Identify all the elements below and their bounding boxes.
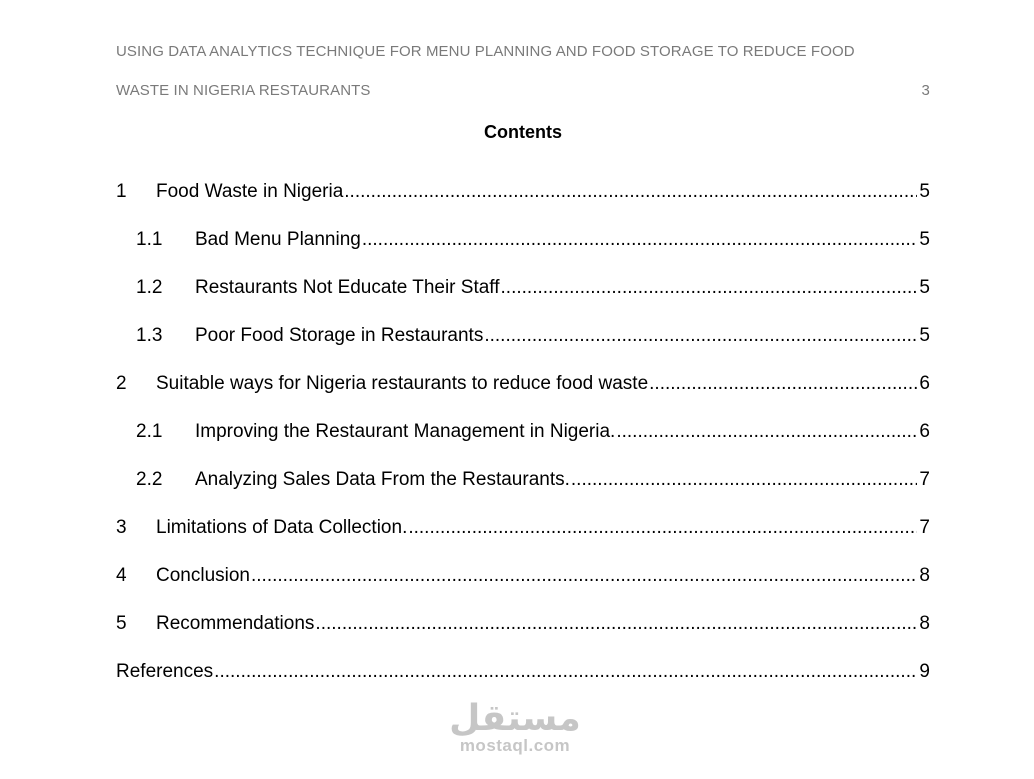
toc-entry-title: Limitations of Data Collection.: [156, 517, 408, 538]
toc-entry-page: 6: [919, 421, 930, 442]
running-header-line-2: [116, 82, 930, 99]
toc-dot-leader: [315, 613, 917, 635]
toc-entry-number: 5: [116, 613, 127, 634]
toc-entry[interactable]: [116, 408, 930, 456]
toc-entry-title: Bad Menu Planning: [195, 229, 361, 250]
toc-dot-leader: [214, 661, 917, 683]
toc-entry-title: Poor Food Storage in Restaurants: [195, 325, 484, 346]
toc-entry-number: 1: [116, 181, 127, 202]
toc-entry-page: 6: [919, 373, 930, 394]
toc-entry-page: 7: [919, 517, 930, 538]
toc-dot-leader: [344, 181, 917, 203]
toc-entry-page: 9: [919, 661, 930, 682]
watermark-logo: مستقل: [449, 698, 581, 739]
toc-entry-title: References: [116, 661, 214, 682]
toc-entry-title: Analyzing Sales Data From the Restaurants.: [195, 469, 570, 490]
toc-entry-title: Recommendations: [156, 613, 315, 634]
toc-entry-number: 3: [116, 517, 127, 538]
running-header-text-2: WASTE IN NIGERIA RESTAURANTS: [116, 82, 371, 99]
toc-entry-number: 2: [116, 373, 127, 394]
toc-dot-leader: [649, 373, 917, 395]
toc-entry-number: 4: [116, 565, 127, 586]
toc-entry-page: 8: [919, 565, 930, 586]
toc-entry-page: 8: [919, 613, 930, 634]
toc-entry-number: 1.2: [136, 277, 163, 298]
toc-entry-title: Conclusion: [156, 565, 250, 586]
toc-entry-title: Food Waste in Nigeria: [156, 181, 344, 202]
toc-entry[interactable]: [116, 504, 930, 552]
toc-entry[interactable]: [116, 216, 930, 264]
toc-entry[interactable]: [116, 456, 930, 504]
toc-entry-number: 2.2: [136, 469, 163, 490]
contents-title: Contents: [484, 122, 562, 142]
toc-entry-page: 5: [919, 325, 930, 346]
toc-dot-leader: [484, 325, 917, 347]
toc-dot-leader: [408, 517, 917, 539]
toc-entry-title: Suitable ways for Nigeria restaurants to reduce food waste: [156, 373, 649, 394]
toc-entry-number: 1.3: [136, 325, 163, 346]
toc-entry-page: 7: [919, 469, 930, 490]
toc-entry-title: Improving the Restaurant Management in Nigeria.: [195, 421, 616, 442]
toc-entry[interactable]: [116, 600, 930, 648]
toc-entry-title: Restaurants Not Educate Their Staff: [195, 277, 500, 298]
toc-entry-page: 5: [919, 229, 930, 250]
toc-entry[interactable]: [116, 264, 930, 312]
toc-dot-leader: [362, 229, 918, 251]
table-of-contents: [116, 168, 930, 696]
toc-entry[interactable]: [116, 552, 930, 600]
toc-dot-leader: [251, 565, 917, 587]
toc-entry[interactable]: [116, 360, 930, 408]
toc-entry[interactable]: [116, 648, 930, 696]
toc-dot-leader: [571, 469, 918, 491]
toc-entry[interactable]: [116, 312, 930, 360]
running-header-line-1: [116, 43, 930, 60]
toc-dot-leader: [501, 277, 918, 299]
watermark: [440, 700, 590, 756]
toc-entry-page: 5: [919, 277, 930, 298]
running-header-text-1: USING DATA ANALYTICS TECHNIQUE FOR MENU PLANNING AND FOOD STORAGE TO REDUCE FOOD: [116, 43, 855, 60]
toc-entry-page: 5: [919, 181, 930, 202]
watermark-url: mostaql.com: [459, 736, 571, 755]
toc-entry-number: 2.1: [136, 421, 163, 442]
toc-entry-number: 1.1: [136, 229, 163, 250]
toc-entry[interactable]: [116, 168, 930, 216]
toc-dot-leader: [616, 421, 917, 443]
header-page-number: 3: [921, 82, 930, 99]
